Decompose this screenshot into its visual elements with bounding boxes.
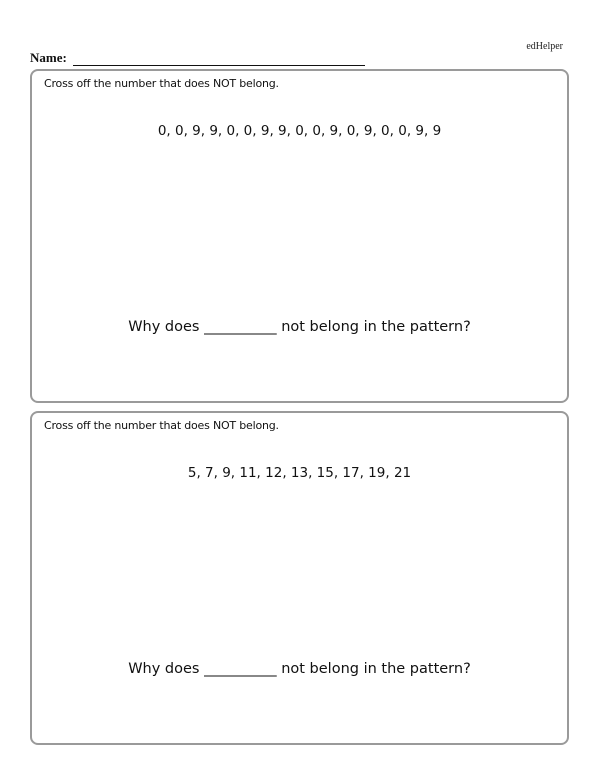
brand-label: edHelper bbox=[526, 41, 563, 52]
number-sequence: 5, 7, 9, 11, 12, 13, 15, 17, 19, 21 bbox=[187, 465, 412, 481]
problem-box-1 bbox=[30, 69, 569, 403]
question-text: Why does __________ not belong in the pattern? bbox=[128, 661, 471, 677]
problem-instruction: Cross off the number that does NOT belong. bbox=[44, 419, 279, 432]
name-blank-line[interactable] bbox=[73, 53, 365, 66]
name-field bbox=[30, 50, 365, 66]
name-label: Name: bbox=[30, 50, 67, 65]
number-sequence: 0, 0, 9, 9, 0, 0, 9, 9, 0, 0, 9, 0, 9, 0, 0, 9, 9 bbox=[157, 123, 442, 139]
problem-box-2 bbox=[30, 411, 569, 745]
question-text: Why does __________ not belong in the pattern? bbox=[128, 319, 471, 335]
problem-instruction: Cross off the number that does NOT belong. bbox=[44, 77, 279, 90]
